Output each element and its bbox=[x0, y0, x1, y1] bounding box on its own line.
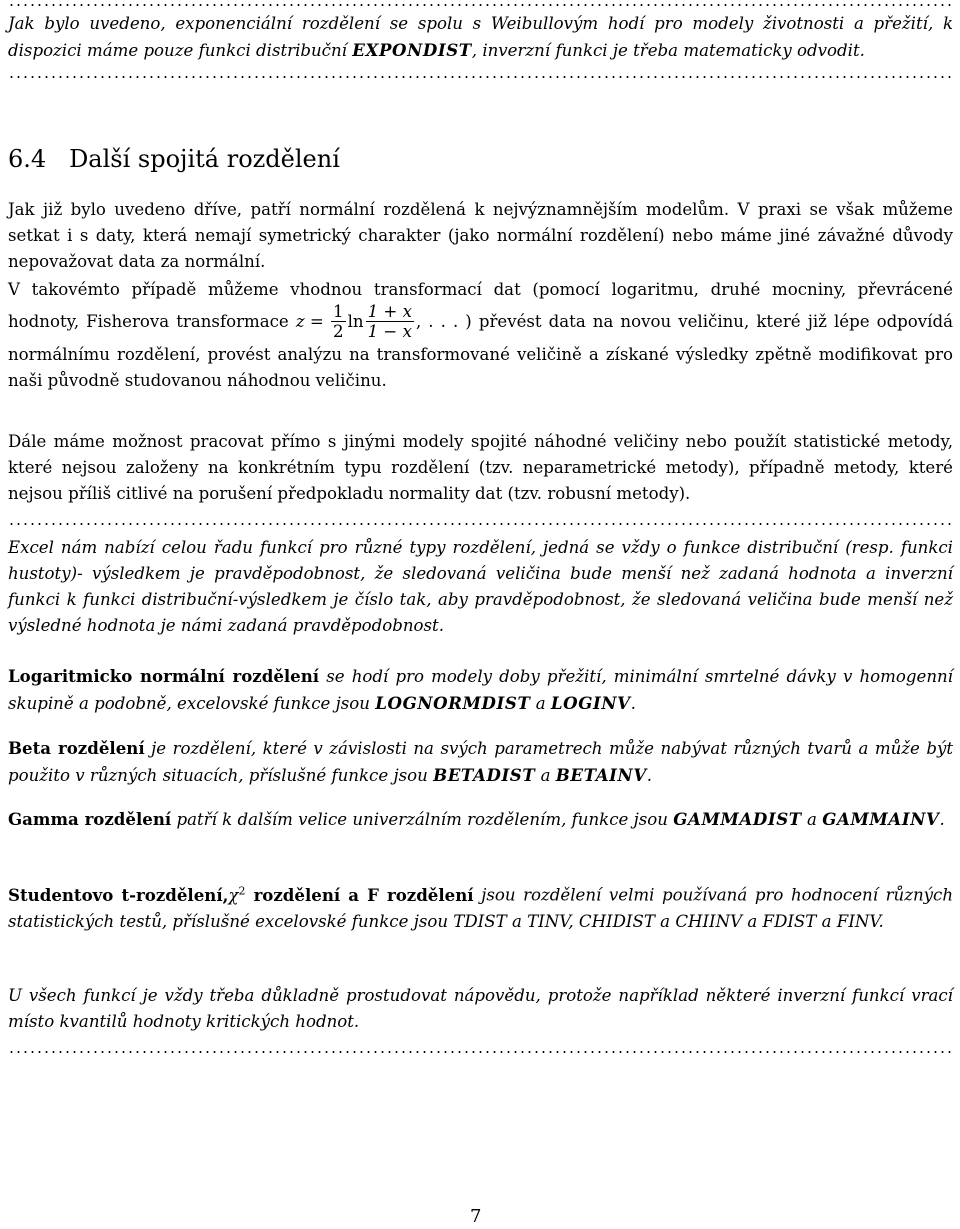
dotted-separator bbox=[8, 4, 953, 6]
chi-exponent: 2 bbox=[238, 884, 246, 897]
student-paragraph bbox=[8, 878, 953, 935]
function-name-gammadist: GAMMADIST bbox=[673, 809, 802, 829]
conjunction: a bbox=[530, 694, 551, 713]
period: . bbox=[646, 766, 653, 785]
term-student-t: Studentovo t-rozdělení, bbox=[8, 884, 229, 905]
intro-text: Jak bylo uvedeno, exponenciální rozdělení se spolu s Weibullovým hodí pro modely životnosti a přežití, k dispozici máme pouze funkci distribuční bbox=[8, 14, 953, 60]
fraction-denominator: 1 − x bbox=[367, 322, 412, 341]
fraction-numerator: 1 + x bbox=[367, 302, 412, 321]
fisher-formula bbox=[296, 303, 416, 342]
gamma-paragraph bbox=[8, 806, 953, 833]
function-name-gammainv: GAMMAINV bbox=[822, 809, 940, 829]
formula-ln: ln bbox=[347, 312, 364, 331]
period: . bbox=[630, 694, 636, 713]
dotted-separator bbox=[8, 523, 953, 525]
lognormal-paragraph bbox=[8, 663, 953, 717]
paragraph-intro: Jak již bylo uvedeno dříve, patří normální rozdělená k nejvýznamnějším modelům. V praxi se však můžeme setkat i s daty, která nemají symetrický charakter (jako normální rozdělení) nebo máme jiné závažné důvody nepovažovat data za normální. bbox=[8, 200, 953, 271]
conjunction: a bbox=[535, 766, 556, 785]
intro-note bbox=[8, 11, 953, 64]
fraction-ratio bbox=[366, 303, 414, 342]
chi-symbol: χ bbox=[228, 885, 239, 905]
dotted-separator bbox=[8, 76, 953, 78]
term-beta: Beta rozdělení bbox=[8, 738, 145, 758]
conjunction: a bbox=[801, 810, 823, 829]
term-gamma: Gamma rozdělení bbox=[8, 809, 172, 829]
section-number: 6.4 bbox=[8, 145, 47, 173]
paragraph-transformation bbox=[8, 277, 953, 394]
function-name-betainv: BETAINV bbox=[555, 765, 647, 785]
intro-text-end: , inverzní funkci je třeba matematicky odvodit. bbox=[471, 41, 865, 60]
section-title: Další spojitá rozdělení bbox=[69, 145, 340, 173]
student-text: jsou rozdělení velmi používaná pro hodnocení různých statistických testů, příslušné excelovské funkce jsou TDIST a TINV, CHIDIST a CHIINV a FDIST a FINV. bbox=[8, 885, 954, 931]
gamma-text: patří k dalším velice univerzálním rozdělením, funkce jsou bbox=[171, 810, 674, 829]
fraction-numerator: 1 bbox=[333, 302, 344, 321]
function-name-loginv: LOGINV bbox=[550, 693, 631, 713]
lognormal-text: se hodí pro modely doby přežití, minimální smrtelné dávky v homogenní skupině a podobně, excelovské funkce jsou bbox=[8, 667, 953, 713]
final-note: U všech funkcí je vždy třeba důkladně prostudovat nápovědu, protože například některé inverzní funkcí vrací místo kvantilů hodnoty kritických hodnot. bbox=[8, 986, 953, 1031]
term-lognormal: Logaritmicko normální rozdělení bbox=[8, 666, 320, 686]
formula-variable: z bbox=[295, 312, 305, 331]
period: . bbox=[939, 810, 945, 829]
formula-equals: = bbox=[304, 312, 330, 331]
fraction-one-half bbox=[331, 303, 346, 342]
function-name-lognormdist: LOGNORMDIST bbox=[375, 693, 531, 713]
function-name-betadist: BETADIST bbox=[433, 765, 536, 785]
beta-text: je rozdělení, které v závislosti na svých parametrech může nabývat různých tvarů a může být použito v různých situacích, příslušné funkce jsou bbox=[8, 739, 953, 785]
excel-note: Excel nám nabízí celou řadu funkcí pro různé typy rozdělení, jedná se vždy o funkce distribuční (resp. funkci hustoty)- výsledkem je pravděpodobnost, že sledovaná veličina bude menší než zadaná hodnota a inverzní funkci k funkci distribuční-výsledkem je číslo tak, aby pravděpodobnost, že sledovaná veličina bude menší než výsledné hodnota je námi zadaná pravděpodobnost. bbox=[8, 538, 953, 635]
transformation-text-end: , . . . ) převést data na novou veličinu, které již lépe odpovídá normálnímu rozdělení, provést analýzu na transformované veličině a získané výsledky zpětně modifikovat pro naši původně studovanou náhodnou veličinu. bbox=[8, 312, 953, 390]
fraction-denominator: 2 bbox=[333, 322, 344, 341]
function-name-expondist: EXPONDIST bbox=[352, 40, 472, 60]
transformation-text: V takovémto případě můžeme vhodnou transformací dat (pomocí logaritmu, druhé mocniny, převrácené hodnoty, Fisherova transformace bbox=[8, 280, 953, 331]
page-number: 7 bbox=[470, 1206, 482, 1227]
term-chi-and-f: rozdělení a F rozdělení bbox=[245, 884, 474, 905]
paragraph-other-methods: Dále máme možnost pracovat přímo s jinými modely spojité náhodné veličiny nebo použít statistické metody, které nejsou založeny na konkrétním typu rozdělení (tzv. neparametrické metody), případně metody, které nejsou příliš citlivé na porušení předpokladu normality dat (tzv. robusní metody). bbox=[8, 432, 953, 503]
dotted-separator bbox=[8, 1051, 953, 1053]
term-student bbox=[8, 885, 474, 905]
section-heading bbox=[8, 145, 340, 173]
beta-paragraph bbox=[8, 735, 953, 789]
